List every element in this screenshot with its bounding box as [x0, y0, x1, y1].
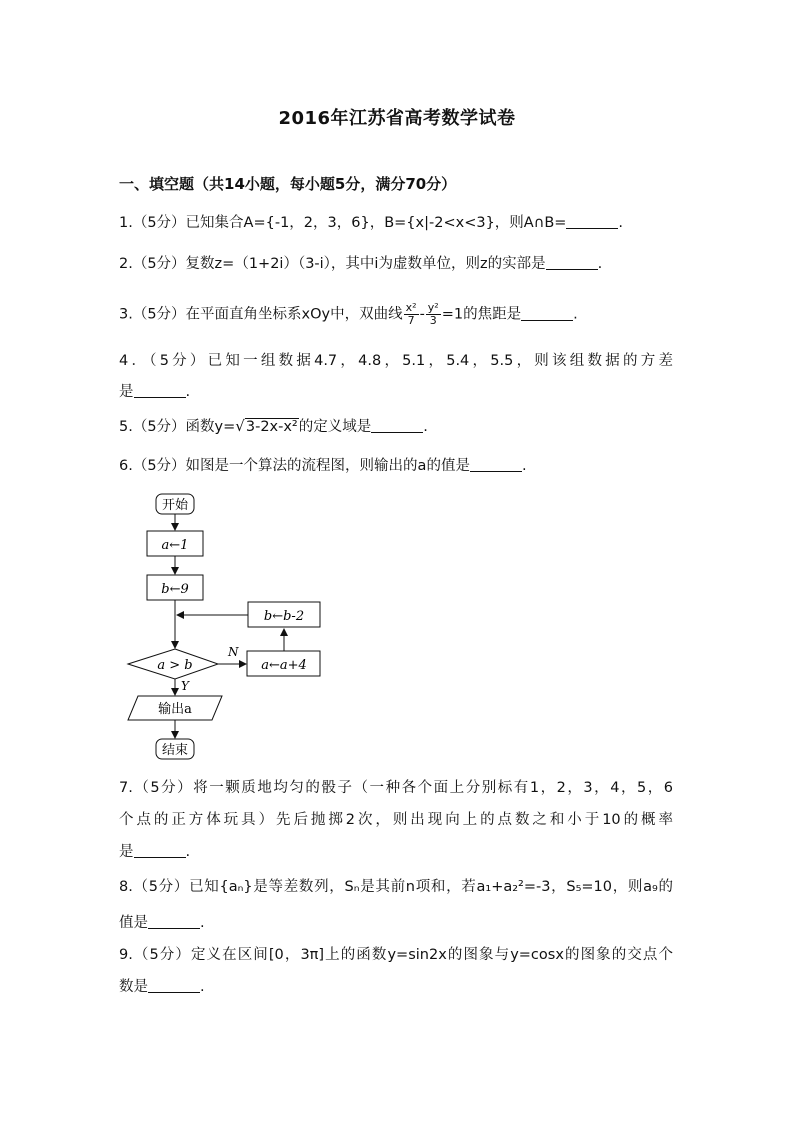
fraction-y2-3: $\frac{\text{y²}}{3}$ [427, 301, 439, 327]
answer-blank [546, 255, 598, 270]
question-9-line-2: 数是 . [119, 979, 205, 995]
answer-blank [371, 418, 423, 433]
question-2: 2.（5分）复数z=（1+2i）（3-i），其中i为虚数单位，则z的实部是 . [119, 256, 603, 272]
question-7-line-1: 7.（5分）将一颗质地均匀的骰子（一种各个面上分别标有1，2，3，4，5，6 [119, 780, 673, 796]
question-6: 6.（5分）如图是一个算法的流程图，则输出的a的值是 . [119, 458, 527, 474]
flow-assign-a-label: a←1 [161, 538, 189, 553]
flow-assign-b-label: b←9 [161, 582, 189, 597]
question-8-line-1: 8.（5分）已知{aₙ}是等差数列，Sₙ是其前n项和，若a₁+a₂²=-3，S₅=10，则a₉的 [119, 879, 673, 895]
question-9-line-1: 9.（5分）定义在区间[0，3π]上的函数y=sin2x的图象与y=cosx的图象的交点个 [119, 947, 673, 963]
flowchart [110, 488, 340, 768]
answer-blank [470, 457, 522, 472]
question-4-line-2: 是 . [119, 384, 191, 400]
flow-no-label: N [228, 645, 239, 659]
flow-start-label: 开始 [161, 498, 189, 513]
flow-yes-label: Y [181, 679, 189, 693]
answer-blank [134, 843, 186, 858]
flow-output-label: 输出a [158, 702, 192, 717]
question-7-line-2: 个点的正方体玩具）先后抛掷2次，则出现向上的点数之和小于10的概率 [119, 812, 673, 828]
flow-end-label: 结束 [161, 743, 189, 758]
fraction-x2-7: $\frac{\text{x²}}{7}$ [405, 301, 417, 327]
question-1: 1.（5分）已知集合A={-1，2，3，6}，B={x|-2<x<3}，则A∩B= . [119, 215, 624, 231]
question-1-text: 1.（5分）已知集合A={-1，2，3，6}，B={x|-2<x<3}，则A∩B= [119, 215, 567, 231]
question-7-line-3: 是 . [119, 844, 191, 860]
answer-blank [148, 978, 200, 993]
question-8-line-2: 值是 . [119, 915, 205, 931]
answer-blank [134, 383, 186, 398]
question-4-line-1: 4．（5分）已知一组数据4.7，4.8，5.1，5.4，5.5，则该组数据的方差 [119, 353, 673, 369]
page-title: 2016年江苏省高考数学试卷 [278, 108, 516, 129]
answer-blank [148, 914, 200, 929]
answer-blank [566, 214, 618, 229]
question-2-text: 2.（5分）复数z=（1+2i）（3-i），其中i为虚数单位，则z的实部是 [119, 256, 546, 272]
answer-blank [521, 306, 573, 321]
flow-decision-label: a > b [157, 658, 193, 673]
radical-expression: 3-2x-x² [245, 419, 298, 435]
flow-update-a-label: a←a+4 [261, 658, 307, 673]
question-3: 3.（5分）在平面直角坐标系xOy中，双曲线 $\frac{\text{x²}}{7}$ - $\frac{\text{y²}}{3}$ =1的焦距是 . [119, 301, 578, 327]
section-heading: 一、填空题（共14小题，每小题5分，满分70分） [119, 175, 457, 193]
question-5: 5.（5分）函数y=√3-2x-x²的定义域是 . [119, 417, 428, 435]
flow-update-b-label: b←b-2 [263, 609, 305, 624]
